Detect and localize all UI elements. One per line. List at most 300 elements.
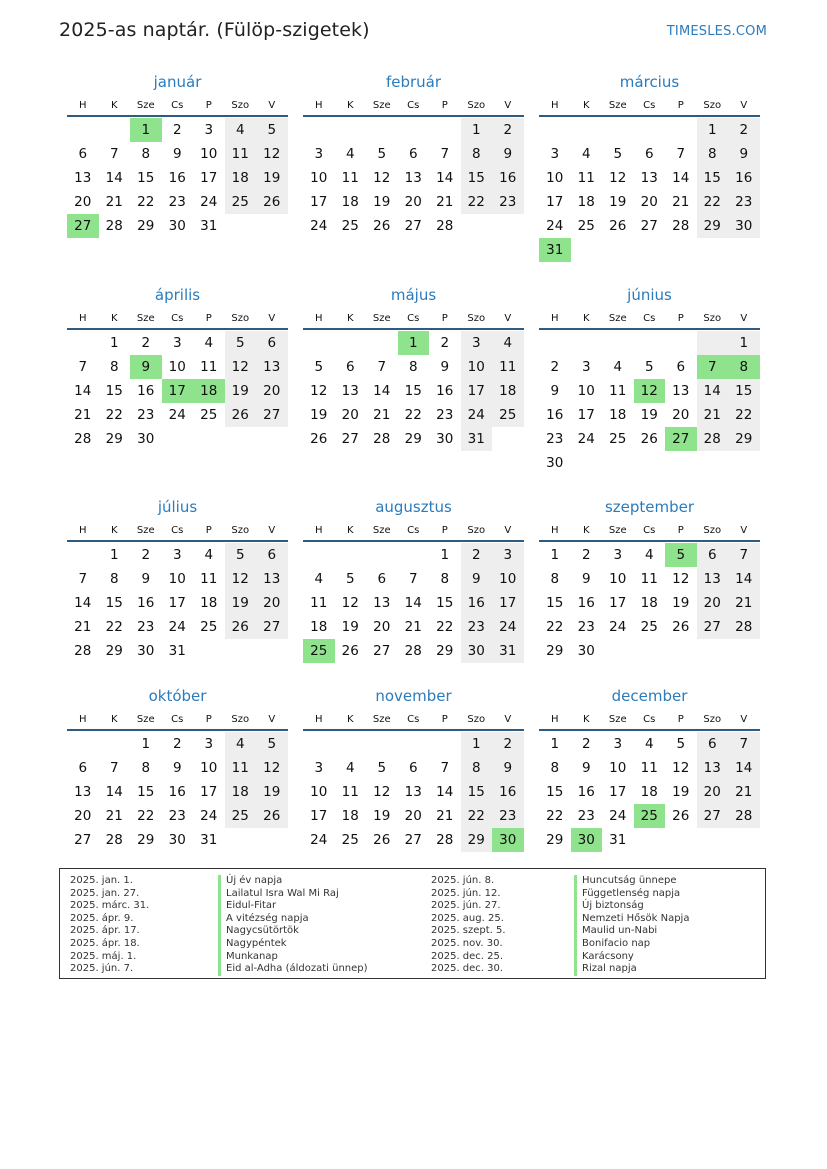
weekday-label: V xyxy=(740,525,748,536)
day-cell: 23 xyxy=(492,190,524,214)
day-cell: 10 xyxy=(609,571,627,587)
weekday-label: Sze xyxy=(372,525,391,536)
day-cell: 7 xyxy=(408,571,418,587)
day-cell: 19 xyxy=(640,407,658,423)
weekday-label: Sze xyxy=(608,525,627,536)
day-cell: 4 xyxy=(204,335,214,351)
day-cell: 28 xyxy=(436,832,454,848)
day-cell: 2 xyxy=(141,547,151,563)
day-cell: 22 xyxy=(137,194,155,210)
day-cell: 22 xyxy=(105,619,123,635)
empty-cell xyxy=(461,214,493,238)
day-cell: 4 xyxy=(581,146,591,162)
day-cell: 13 xyxy=(341,383,359,399)
day-cell: 9 xyxy=(550,383,560,399)
day-cell: 16 xyxy=(137,383,155,399)
weekday-label: Cs xyxy=(171,714,184,725)
month-2 xyxy=(539,73,760,262)
day-cell: 1 xyxy=(550,736,560,752)
day-cell: 25 xyxy=(640,619,658,635)
day-cell: 9 xyxy=(141,571,151,587)
days-grid xyxy=(67,118,288,238)
day-cell: 30 xyxy=(546,455,564,471)
day-cell: 12 xyxy=(634,379,666,403)
day-cell: 18 xyxy=(492,379,524,403)
empty-cell xyxy=(335,118,367,142)
weekday-label: H xyxy=(314,714,323,725)
day-cell: 26 xyxy=(672,619,690,635)
day-cell: 30 xyxy=(137,431,155,447)
day-cell: 3 xyxy=(461,331,493,355)
day-cell: 15 xyxy=(436,595,454,611)
empty-cell xyxy=(665,828,697,852)
day-cell: 10 xyxy=(609,760,627,776)
legend-date: 2025. dec. 25. xyxy=(431,950,504,962)
day-cell: 30 xyxy=(168,832,186,848)
weekday-label: Sze xyxy=(136,100,155,111)
weekday-label: K xyxy=(346,100,354,111)
day-cell: 22 xyxy=(436,619,454,635)
empty-cell xyxy=(665,118,697,142)
legend-names-col-1 xyxy=(218,875,368,976)
month-5 xyxy=(539,286,760,475)
legend-date: 2025. márc. 31. xyxy=(70,900,150,912)
day-cell: 10 xyxy=(492,567,524,591)
month-name: november xyxy=(375,687,452,705)
day-cell: 21 xyxy=(74,619,92,635)
weekday-label: Szo xyxy=(467,100,486,111)
day-cell: 12 xyxy=(225,567,257,591)
empty-cell xyxy=(225,427,257,451)
weekday-header xyxy=(539,711,760,731)
day-cell: 3 xyxy=(613,547,623,563)
day-cell: 29 xyxy=(697,214,729,238)
day-cell: 20 xyxy=(256,379,288,403)
weekday-label: Szo xyxy=(467,714,486,725)
day-cell: 19 xyxy=(672,595,690,611)
day-cell: 21 xyxy=(436,808,454,824)
day-cell: 4 xyxy=(613,359,623,375)
day-cell: 17 xyxy=(200,170,218,186)
legend-date: 2025. ápr. 18. xyxy=(70,937,140,949)
day-cell: 27 xyxy=(640,218,658,234)
day-cell: 12 xyxy=(256,142,288,166)
empty-cell xyxy=(697,828,729,852)
day-cell: 28 xyxy=(373,431,391,447)
day-cell: 18 xyxy=(193,379,225,403)
weekday-label: K xyxy=(582,100,590,111)
day-cell: 5 xyxy=(665,543,697,567)
weekday-header xyxy=(539,97,760,117)
empty-cell xyxy=(429,732,461,756)
day-cell: 4 xyxy=(345,760,355,776)
day-cell: 2 xyxy=(492,118,524,142)
day-cell: 14 xyxy=(404,595,422,611)
day-cell: 27 xyxy=(697,615,729,639)
legend-date: 2025. ápr. 17. xyxy=(70,925,140,937)
day-cell: 21 xyxy=(672,194,690,210)
day-cell: 26 xyxy=(373,832,391,848)
empty-cell xyxy=(602,331,634,355)
day-cell: 23 xyxy=(492,804,524,828)
holiday-legend xyxy=(59,868,766,979)
day-cell: 15 xyxy=(137,784,155,800)
day-cell: 25 xyxy=(225,804,257,828)
day-cell: 15 xyxy=(105,595,123,611)
day-cell: 25 xyxy=(609,431,627,447)
empty-cell xyxy=(665,238,697,262)
legend-date: 2025. máj. 1. xyxy=(70,950,137,962)
empty-cell xyxy=(492,214,524,238)
weekday-header xyxy=(303,97,524,117)
day-cell: 19 xyxy=(672,784,690,800)
empty-cell xyxy=(366,118,398,142)
empty-cell xyxy=(366,331,398,355)
day-cell: 3 xyxy=(550,146,560,162)
day-cell: 24 xyxy=(546,218,564,234)
day-cell: 9 xyxy=(581,571,591,587)
legend-holiday-name: Munkanap xyxy=(218,951,368,964)
day-cell: 5 xyxy=(377,760,387,776)
day-cell: 25 xyxy=(341,218,359,234)
weekday-label: P xyxy=(205,100,212,111)
day-cell: 31 xyxy=(609,832,627,848)
weekday-label: P xyxy=(441,525,448,536)
day-cell: 9 xyxy=(492,142,524,166)
day-cell: 6 xyxy=(697,543,729,567)
day-cell: 3 xyxy=(314,146,324,162)
weekday-label: V xyxy=(504,714,512,725)
day-cell: 8 xyxy=(550,760,560,776)
days-grid xyxy=(539,543,760,663)
weekday-label: Szo xyxy=(231,100,250,111)
day-cell: 10 xyxy=(168,571,186,587)
month-6 xyxy=(67,498,288,663)
day-cell: 19 xyxy=(225,379,257,403)
days-grid xyxy=(539,331,760,475)
day-cell: 21 xyxy=(74,407,92,423)
month-name: december xyxy=(611,687,688,705)
day-cell: 19 xyxy=(341,619,359,635)
day-cell: 23 xyxy=(168,194,186,210)
day-cell: 29 xyxy=(105,431,123,447)
day-cell: 24 xyxy=(310,832,328,848)
day-cell: 18 xyxy=(310,619,328,635)
day-cell: 16 xyxy=(137,595,155,611)
empty-cell xyxy=(67,732,99,756)
month-name: április xyxy=(154,286,201,304)
day-cell: 30 xyxy=(577,643,595,659)
day-cell: 9 xyxy=(461,567,493,591)
day-cell: 23 xyxy=(461,615,493,639)
empty-cell xyxy=(697,639,729,663)
day-cell: 19 xyxy=(310,407,328,423)
day-cell: 18 xyxy=(341,808,359,824)
day-cell: 13 xyxy=(74,784,92,800)
day-cell: 10 xyxy=(310,784,328,800)
day-cell: 17 xyxy=(310,194,328,210)
month-1 xyxy=(303,73,524,238)
day-cell: 6 xyxy=(408,760,418,776)
day-cell: 11 xyxy=(640,760,658,776)
empty-cell xyxy=(697,451,729,475)
month-3 xyxy=(67,286,288,451)
legend-date: 2025. nov. 30. xyxy=(431,937,503,949)
day-cell: 9 xyxy=(581,760,591,776)
legend-holiday-name: A vitézség napja xyxy=(218,913,368,926)
weekday-label: K xyxy=(110,100,118,111)
empty-cell xyxy=(634,451,666,475)
day-cell: 20 xyxy=(672,407,690,423)
day-cell: 12 xyxy=(609,170,627,186)
day-cell: 23 xyxy=(577,619,595,635)
weekday-header xyxy=(67,711,288,731)
month-name: szeptember xyxy=(604,498,695,516)
day-cell: 26 xyxy=(672,808,690,824)
day-cell: 9 xyxy=(172,760,182,776)
day-cell: 12 xyxy=(672,760,690,776)
day-cell: 20 xyxy=(74,808,92,824)
day-cell: 7 xyxy=(109,760,119,776)
day-cell: 15 xyxy=(461,166,493,190)
day-cell: 16 xyxy=(577,595,595,611)
weekday-label: P xyxy=(441,714,448,725)
day-cell: 26 xyxy=(256,804,288,828)
weekday-label: K xyxy=(346,313,354,324)
empty-cell xyxy=(67,331,99,355)
empty-cell xyxy=(571,331,603,355)
empty-cell xyxy=(303,543,335,567)
day-cell: 10 xyxy=(546,170,564,186)
empty-cell xyxy=(99,118,131,142)
day-cell: 1 xyxy=(461,732,493,756)
day-cell: 20 xyxy=(256,591,288,615)
days-grid xyxy=(303,331,524,451)
empty-cell xyxy=(571,451,603,475)
day-cell: 16 xyxy=(436,383,454,399)
days-grid xyxy=(67,732,288,852)
day-cell: 5 xyxy=(256,118,288,142)
empty-cell xyxy=(539,331,571,355)
day-cell: 18 xyxy=(609,407,627,423)
day-cell: 8 xyxy=(141,146,151,162)
month-name: március xyxy=(619,73,680,91)
empty-cell xyxy=(728,451,760,475)
day-cell: 21 xyxy=(728,591,760,615)
day-cell: 6 xyxy=(78,146,88,162)
day-cell: 6 xyxy=(256,331,288,355)
day-cell: 31 xyxy=(461,427,493,451)
empty-cell xyxy=(335,543,367,567)
weekday-label: V xyxy=(740,100,748,111)
day-cell: 22 xyxy=(105,407,123,423)
day-cell: 15 xyxy=(546,784,564,800)
day-cell: 20 xyxy=(640,194,658,210)
month-11 xyxy=(539,687,760,852)
legend-holiday-name: Nagycsütörtök xyxy=(218,925,368,938)
empty-cell xyxy=(602,118,634,142)
day-cell: 29 xyxy=(404,431,422,447)
page-title: 2025-as naptár. (Fülöp-szigetek) xyxy=(59,19,370,41)
weekday-label: H xyxy=(78,525,87,536)
empty-cell xyxy=(697,331,729,355)
weekday-label: V xyxy=(268,525,276,536)
weekday-label: V xyxy=(740,714,748,725)
day-cell: 15 xyxy=(404,383,422,399)
weekday-label: Cs xyxy=(643,525,656,536)
empty-cell xyxy=(193,639,225,663)
day-cell: 28 xyxy=(105,832,123,848)
month-8 xyxy=(539,498,760,663)
day-cell: 22 xyxy=(546,808,564,824)
empty-cell xyxy=(256,427,288,451)
weekday-label: Cs xyxy=(643,714,656,725)
empty-cell xyxy=(366,543,398,567)
day-cell: 26 xyxy=(310,431,328,447)
day-cell: 24 xyxy=(609,808,627,824)
day-cell: 24 xyxy=(200,808,218,824)
day-cell: 26 xyxy=(225,403,257,427)
day-cell: 28 xyxy=(728,804,760,828)
day-cell: 22 xyxy=(728,403,760,427)
day-cell: 18 xyxy=(225,166,257,190)
weekday-label: Sze xyxy=(136,525,155,536)
day-cell: 15 xyxy=(461,780,493,804)
weekday-label: Szo xyxy=(467,525,486,536)
day-cell: 13 xyxy=(256,567,288,591)
day-cell: 29 xyxy=(137,832,155,848)
day-cell: 10 xyxy=(200,146,218,162)
day-cell: 23 xyxy=(436,407,454,423)
day-cell: 29 xyxy=(728,427,760,451)
day-cell: 18 xyxy=(577,194,595,210)
weekday-label: Cs xyxy=(171,525,184,536)
day-cell: 26 xyxy=(256,190,288,214)
day-cell: 14 xyxy=(697,379,729,403)
legend-holiday-name: Függetlenség napja xyxy=(574,888,689,901)
day-cell: 20 xyxy=(697,591,729,615)
empty-cell xyxy=(193,427,225,451)
weekday-label: P xyxy=(677,313,684,324)
day-cell: 25 xyxy=(341,832,359,848)
day-cell: 5 xyxy=(314,359,324,375)
weekday-label: P xyxy=(205,714,212,725)
day-cell: 14 xyxy=(436,784,454,800)
day-cell: 1 xyxy=(461,118,493,142)
empty-cell xyxy=(398,118,430,142)
day-cell: 12 xyxy=(256,756,288,780)
weekday-label: Cs xyxy=(171,100,184,111)
weekday-label: H xyxy=(314,525,323,536)
legend-date: 2025. jan. 27. xyxy=(70,887,140,899)
month-name: június xyxy=(627,286,672,304)
month-name: augusztus xyxy=(375,498,452,516)
day-cell: 3 xyxy=(204,122,214,138)
day-cell: 3 xyxy=(613,736,623,752)
day-cell: 29 xyxy=(436,643,454,659)
day-cell: 23 xyxy=(137,407,155,423)
day-cell: 31 xyxy=(200,832,218,848)
legend-holiday-name: Nagypéntek xyxy=(218,938,368,951)
day-cell: 31 xyxy=(539,238,571,262)
day-cell: 20 xyxy=(341,407,359,423)
day-cell: 6 xyxy=(377,571,387,587)
day-cell: 27 xyxy=(697,804,729,828)
day-cell: 23 xyxy=(168,808,186,824)
weekday-label: Sze xyxy=(372,714,391,725)
day-cell: 6 xyxy=(697,732,729,756)
day-cell: 7 xyxy=(440,760,450,776)
day-cell: 22 xyxy=(697,190,729,214)
day-cell: 30 xyxy=(728,214,760,238)
days-grid xyxy=(303,543,524,663)
day-cell: 22 xyxy=(404,407,422,423)
day-cell: 28 xyxy=(728,615,760,639)
day-cell: 24 xyxy=(461,403,493,427)
day-cell: 5 xyxy=(345,571,355,587)
legend-dates-col-1 xyxy=(70,875,149,976)
day-cell: 7 xyxy=(78,359,88,375)
weekday-label: Szo xyxy=(703,100,722,111)
weekday-label: V xyxy=(268,313,276,324)
empty-cell xyxy=(665,331,697,355)
weekday-label: H xyxy=(314,100,323,111)
legend-holiday-name: Bonifacio nap xyxy=(574,938,689,951)
day-cell: 17 xyxy=(168,595,186,611)
day-cell: 13 xyxy=(697,567,729,591)
day-cell: 16 xyxy=(492,780,524,804)
month-name: július xyxy=(157,498,198,516)
day-cell: 23 xyxy=(577,808,595,824)
day-cell: 8 xyxy=(728,355,760,379)
empty-cell xyxy=(256,639,288,663)
weekday-label: Sze xyxy=(608,313,627,324)
day-cell: 11 xyxy=(640,571,658,587)
day-cell: 5 xyxy=(225,331,257,355)
day-cell: 17 xyxy=(162,379,194,403)
day-cell: 16 xyxy=(728,166,760,190)
month-4 xyxy=(303,286,524,451)
day-cell: 25 xyxy=(634,804,666,828)
weekday-label: Cs xyxy=(171,313,184,324)
day-cell: 1 xyxy=(440,547,450,563)
empty-cell xyxy=(665,639,697,663)
day-cell: 24 xyxy=(168,407,186,423)
day-cell: 4 xyxy=(492,331,524,355)
day-cell: 21 xyxy=(728,780,760,804)
weekday-label: H xyxy=(78,100,87,111)
site-link[interactable]: TIMESLES.COM xyxy=(666,24,767,39)
day-cell: 21 xyxy=(105,194,123,210)
day-cell: 23 xyxy=(137,619,155,635)
day-cell: 19 xyxy=(256,166,288,190)
weekday-label: Cs xyxy=(643,100,656,111)
empty-cell xyxy=(571,238,603,262)
legend-date: 2025. dec. 30. xyxy=(431,963,504,975)
weekday-label: K xyxy=(346,714,354,725)
day-cell: 10 xyxy=(200,760,218,776)
day-cell: 5 xyxy=(256,732,288,756)
legend-dates-col-2 xyxy=(431,875,506,976)
day-cell: 27 xyxy=(256,615,288,639)
day-cell: 25 xyxy=(200,619,218,635)
empty-cell xyxy=(634,238,666,262)
day-cell: 24 xyxy=(492,615,524,639)
day-cell: 19 xyxy=(373,808,391,824)
empty-cell xyxy=(602,451,634,475)
day-cell: 13 xyxy=(672,383,690,399)
days-grid xyxy=(539,118,760,262)
